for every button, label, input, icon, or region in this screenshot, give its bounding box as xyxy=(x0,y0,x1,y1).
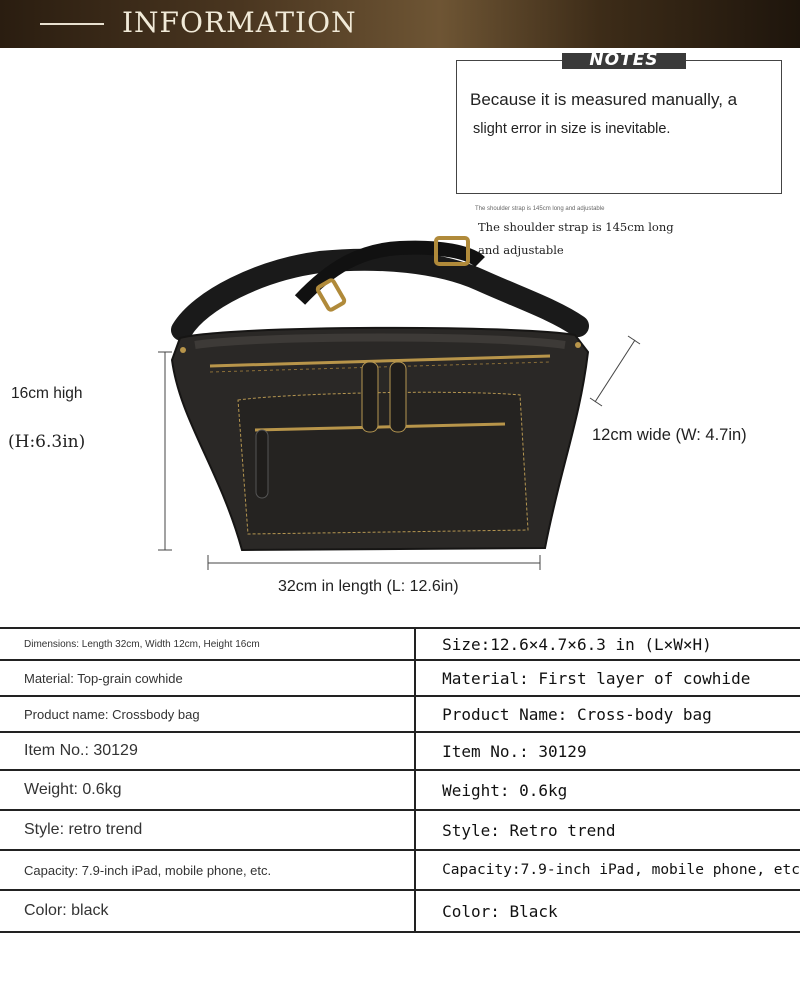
banner-title: INFORMATION xyxy=(122,6,357,39)
spec-left: Material: Top-grain cowhide xyxy=(0,660,415,696)
strap-caption-small: The shoulder strap is 145cm long and adjustable xyxy=(475,206,605,212)
strap-hook xyxy=(317,279,346,311)
pocket-pull xyxy=(256,430,268,498)
spec-right: Material: First layer of cowhide xyxy=(415,660,800,696)
zipper-pull-left xyxy=(362,362,378,432)
spec-left: Item No.: 30129 xyxy=(0,732,415,770)
spec-row xyxy=(0,696,800,732)
spec-left: Color: black xyxy=(0,890,415,932)
spec-left: Product name: Crossbody bag xyxy=(0,696,415,732)
spec-row xyxy=(0,660,800,696)
spec-row xyxy=(0,850,800,890)
spec-left: Style: retro trend xyxy=(0,810,415,850)
strap-caption-line1: The shoulder strap is 145cm long xyxy=(478,220,674,234)
strap-caption-line2: and adjustable xyxy=(478,243,564,257)
width-label: 12cm wide (W: 4.7in) xyxy=(592,426,747,444)
rivet-right xyxy=(575,342,581,348)
spec-right: Style: Retro trend xyxy=(415,810,800,850)
spec-left: Dimensions: Length 32cm, Width 12cm, Height 16cm xyxy=(0,628,415,660)
spec-left: Capacity: 7.9-inch iPad, mobile phone, etc. xyxy=(0,850,415,890)
notes-label: NOTES xyxy=(589,50,659,70)
spec-right: Weight: 0.6kg xyxy=(415,770,800,810)
spec-right: Item No.: 30129 xyxy=(415,732,800,770)
spec-right: Product Name: Cross-body bag xyxy=(415,696,800,732)
rivet-left xyxy=(180,347,186,353)
notes-text-line1: Because it is measured manually, a xyxy=(470,90,738,109)
notes-text-line2: slight error in size is inevitable. xyxy=(473,121,671,137)
spec-row xyxy=(0,890,800,932)
strap xyxy=(182,260,578,330)
spec-left: Weight: 0.6kg xyxy=(0,770,415,810)
height-inch-label: (H:6.3in) xyxy=(8,432,86,452)
width-line xyxy=(595,340,635,402)
spec-row xyxy=(0,810,800,850)
front-pocket xyxy=(238,392,528,534)
length-label: 32cm in length (L: 12.6in) xyxy=(278,578,459,595)
spec-table xyxy=(0,627,800,933)
spec-right: Capacity:7.9-inch iPad, mobile phone, etc xyxy=(415,850,800,890)
spec-row xyxy=(0,770,800,810)
spec-right: Color: Black xyxy=(415,890,800,932)
width-tick-bottom xyxy=(590,398,602,406)
width-tick-top xyxy=(628,336,640,344)
zipper-pull-right xyxy=(390,362,406,432)
spec-row xyxy=(0,732,800,770)
spec-right: Size:12.6×4.7×6.3 in (L×W×H) xyxy=(415,628,800,660)
spec-row xyxy=(0,628,800,660)
height-label: 16cm high xyxy=(11,385,83,402)
